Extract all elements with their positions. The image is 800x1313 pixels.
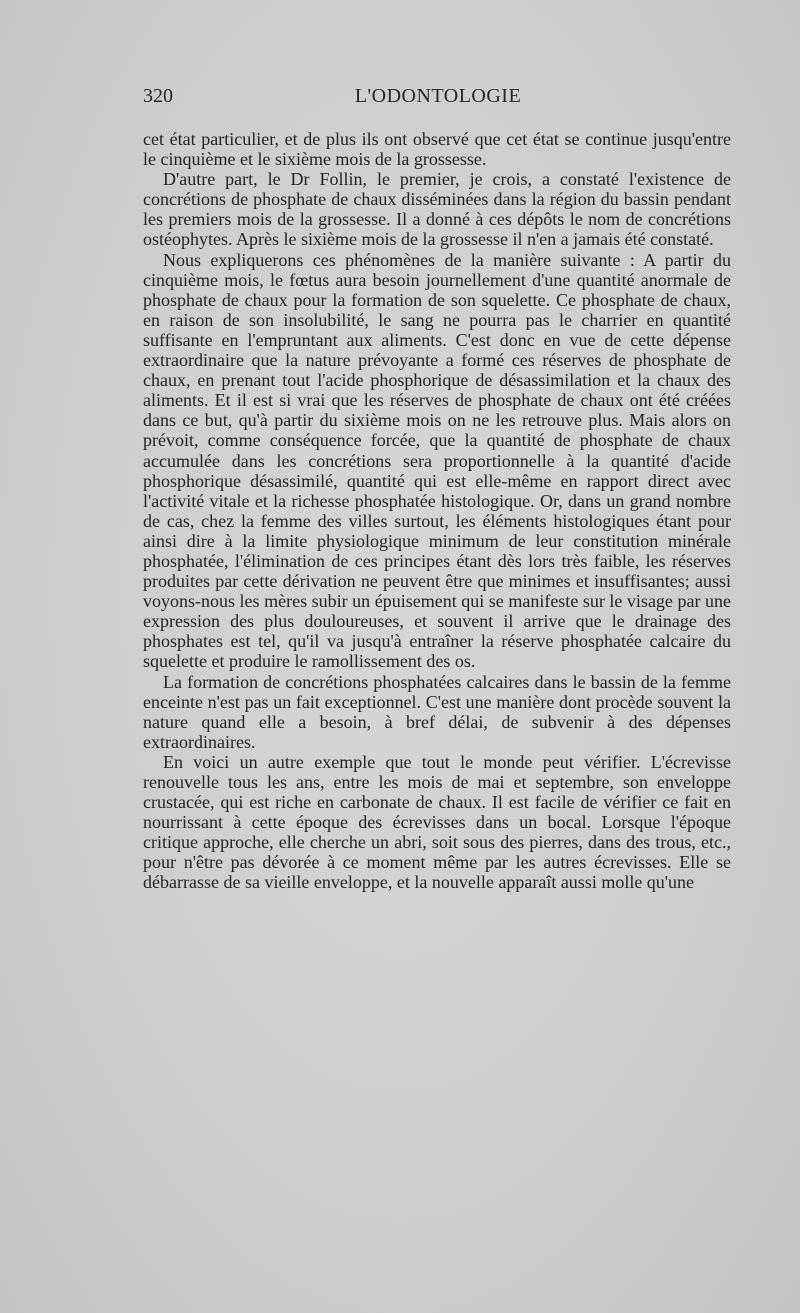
paragraph-continuation: cet état particulier, et de plus ils ont observé que cet état se continue jusqu'entre le cinquième et le sixième mois de la grossesse. (143, 129, 731, 170)
paragraph-follin: D'autre part, le Dr Follin, le premier, je crois, a constaté l'existence de concrétions de phosphate de chaux disséminées dans la région du bassin pendant les premiers mois de la grossesse. Il a donné à ces dépôts le nom de concrétions ostéophytes. Après le sixième mois de la grossesse il n'en a jamais été constaté. (143, 169, 731, 250)
paragraph-ecrevisse: En voici un autre exemple que tout le monde peut vérifier. L'écrevisse renouvelle tous les ans, entre les mois de mai et septembre, son enveloppe crustacée, qui est riche en carbonate de chaux. Il est facile de vérifier ce fait en nourrissant à cette époque des écrevisses dans un bocal. Lorsque l'époque critique approche, elle cherche un abri, soit sous des pierres, dans des trous, etc., pour n'être pas dévorée à ce moment même par les autres écrevisses. Elle se débarrasse de sa vieille enveloppe, et la nouvelle apparaît aussi molle qu'une (143, 751, 731, 893)
paragraph-explanation: Nous expliquerons ces phénomènes de la manière suivante : A partir du cinquième mois, le fœtus aura besoin journellement d'une quantité anormale de phosphate de chaux pour la formation de son squelette. Ce phosphate de chaux, en raison de son insolubilité, le sang ne pourra pas le charrier en quantité suffisante en l'empruntant aux aliments. C'est donc en vue de cette dépense extraordinaire que la nature prévoyante a formé ces réserves de phosphate de chaux, en prenant tout l'acide phosphorique de désassimilation et la chaux des aliments. Et il est si vrai que les réserves de phosphate de chaux ont été créées dans ce but, qu'à partir du sixième mois on ne les retrouve plus. Mais alors on prévoit, comme conséquence forcée, que la quantité de phosphate de chaux accumulée dans les concrétions sera proportionnelle à la quantité d'acide phosphorique désassimilé, quantité qui est elle-même en rapport direct avec l'activité vitale et la richesse phosphatée histologique. Or, dans un grand nombre de cas, chez la femme des villes surtout, les éléments histologiques étant pour ainsi dire à la limite physiologique minimum de leur constitution minérale phosphatée, l'élimination de ces principes étant dès lors très faible, les réserves produites par cette dérivation ne peuvent être que minimes et insuffisantes; aussi voyons-nous les mères subir un épuisement qui se manifeste sur le visage par une expression des plus douloureuses, et souvent il arrive que le drainage des phosphates est tel, qu'il va jusqu'à entraîner la réserve phosphatée calcaire du squelette et produire le ramollissement des os. (143, 249, 731, 672)
paragraph-concretions: La formation de concrétions phosphatées calcaires dans le bassin de la femme enceinte n'est pas un fait exceptionnel. C'est une manière dont procède souvent la nature quand elle a besoin, à bref délai, de subvenir à des dépenses extraordinaires. (143, 671, 731, 752)
page-header (143, 85, 733, 115)
body-text (143, 129, 731, 893)
page-number: 320 (143, 85, 173, 107)
running-title: L'ODONTOLOGIE (354, 85, 522, 107)
